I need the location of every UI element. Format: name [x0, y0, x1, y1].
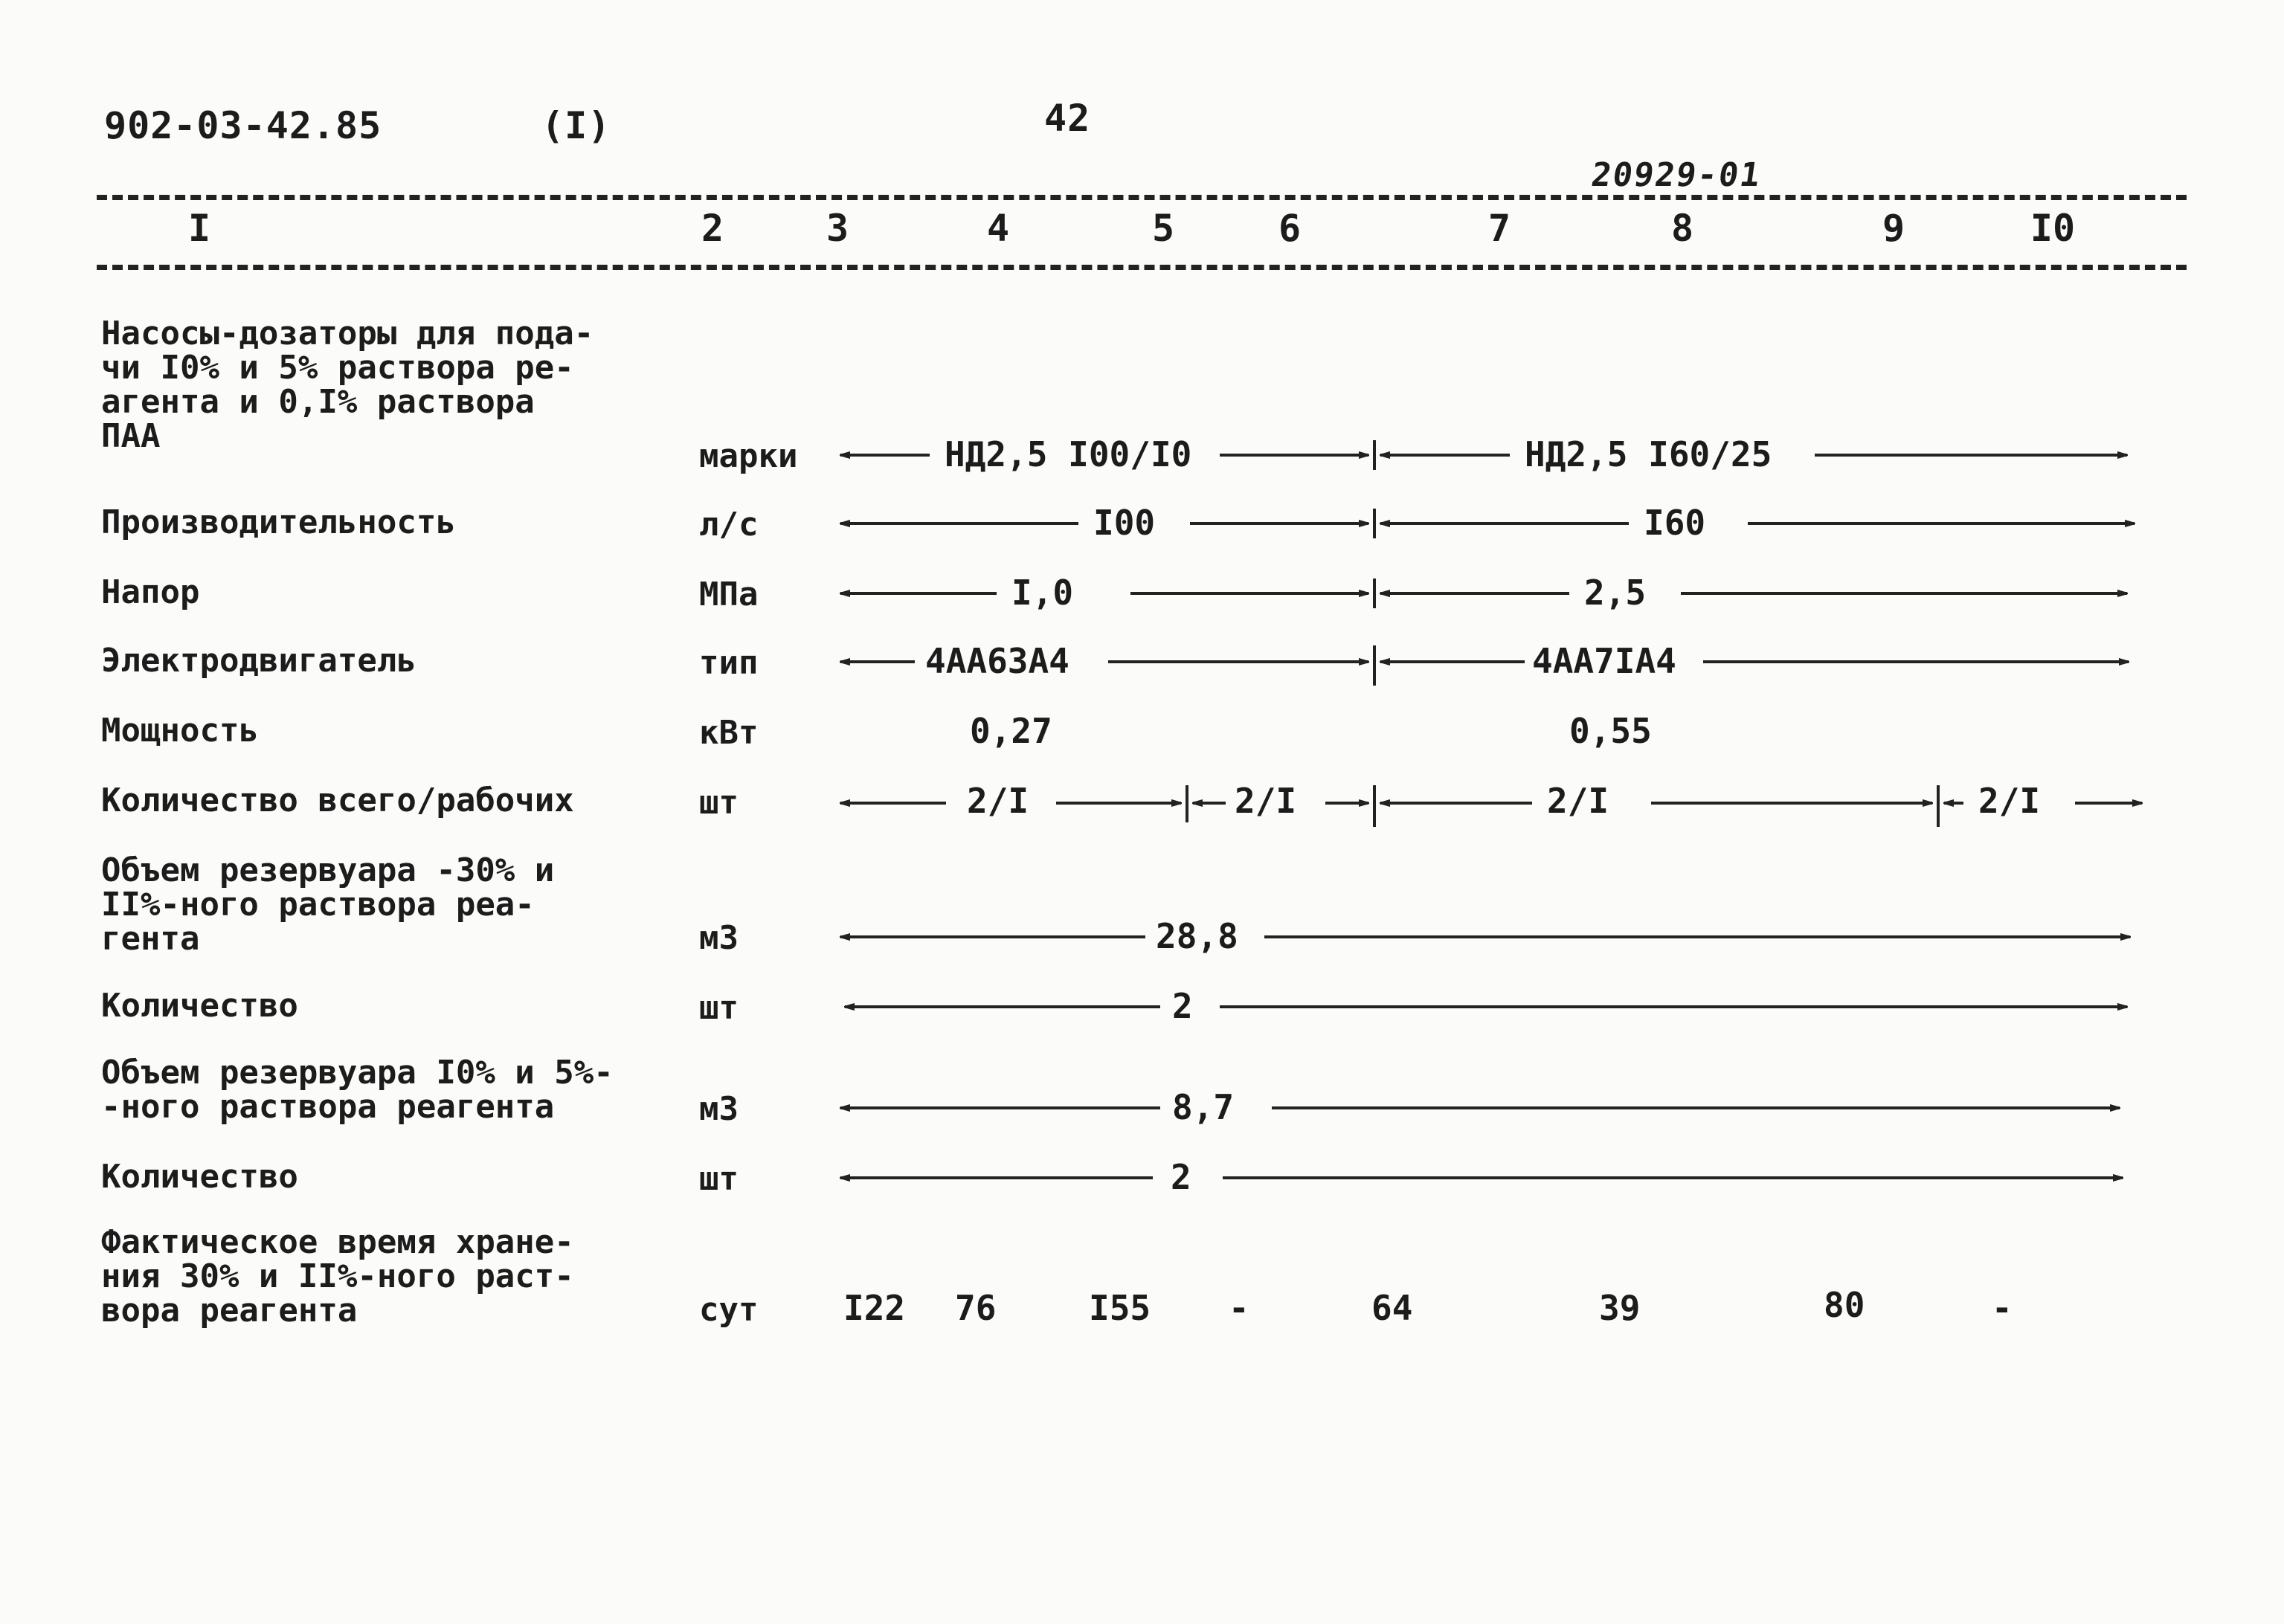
storage-col-4: 76: [955, 1288, 997, 1328]
row-unit-tank-30: м3: [699, 919, 739, 957]
storage-col-5: I55: [1089, 1288, 1151, 1328]
row-unit-quantity-total: шт: [699, 784, 739, 822]
storage-col-9: 80: [1824, 1285, 1865, 1325]
column-number-6: 6: [1278, 207, 1302, 250]
storage-col-8: 39: [1599, 1288, 1641, 1328]
row-label-tank-30: Объем резервуара -30% и II%-ного раствора реа- гента: [101, 851, 555, 958]
quantity-30-value: 2: [1172, 986, 1193, 1026]
storage-col-3: I22: [843, 1288, 906, 1328]
storage-col-7: 64: [1371, 1288, 1413, 1328]
column-number-2: 2: [701, 207, 724, 250]
row-label-quantity-10: Количество: [101, 1158, 298, 1196]
quantity-total-4: 2/I: [1978, 781, 2041, 821]
archive-stamp: 20929-01: [1589, 156, 1764, 194]
row-label-capacity: Производительность: [101, 503, 456, 541]
capacity-left: I00: [1093, 503, 1156, 543]
row-label-quantity-30: Количество: [101, 987, 298, 1025]
row-label-storage-time: Фактическое время хране- ния 30% и II%-ного раст- вора реагента: [101, 1223, 574, 1330]
quantity-total-3: 2/I: [1547, 781, 1609, 821]
motor-right: 4АА7IА4: [1532, 641, 1676, 681]
tank-30-volume: 28,8: [1156, 916, 1238, 956]
row-unit-quantity-10: шт: [699, 1160, 739, 1198]
row-unit-storage-time: сут: [699, 1291, 759, 1329]
quantity-total-1: 2/I: [967, 781, 1029, 821]
row-unit-head: МПа: [699, 576, 759, 613]
column-number-1: I: [187, 207, 211, 250]
row-unit-tank-10: м3: [699, 1090, 739, 1128]
row-label-tank-10: Объем резервуара I0% и 5%- -ного раствора реагента: [101, 1054, 614, 1126]
power-right: 0,55: [1569, 711, 1652, 751]
motor-left: 4АА63А4: [925, 641, 1069, 681]
doc-code: 902-03-42.85: [104, 104, 382, 147]
row-unit-power: кВт: [699, 714, 759, 752]
row-label-quantity-total: Количество всего/рабочих: [101, 782, 574, 819]
pump-model-right: НД2,5 I60/25: [1525, 434, 1772, 474]
column-number-5: 5: [1151, 207, 1175, 250]
column-number-3: 3: [826, 207, 849, 250]
column-number-9: 9: [1882, 207, 1905, 250]
row-unit-motor: тип: [699, 644, 759, 682]
row-unit-capacity: л/с: [699, 506, 759, 544]
row-unit-pumps: марки: [699, 437, 798, 475]
quantity-10-value: 2: [1171, 1157, 1191, 1197]
column-number-4: 4: [986, 207, 1010, 250]
column-number-10: I0: [2030, 207, 2076, 250]
column-number-7: 7: [1487, 207, 1511, 250]
row-unit-quantity-30: шт: [699, 989, 739, 1027]
storage-col-10: -: [1992, 1288, 2013, 1328]
page-number: 42: [1044, 97, 1091, 140]
row-label-head: Напор: [101, 573, 200, 611]
row-label-power: Мощность: [101, 712, 259, 750]
quantity-total-2: 2/I: [1235, 781, 1297, 821]
tank-10-volume: 8,7: [1172, 1087, 1235, 1127]
capacity-right: I60: [1644, 503, 1706, 543]
part-number: (I): [541, 104, 611, 147]
pump-model-left: НД2,5 I00/I0: [945, 434, 1192, 474]
row-label-pumps: Насосы-дозаторы для пода- чи I0% и 5% раствора ре- агента и 0,I% раствора ПАА: [101, 315, 594, 455]
power-left: 0,27: [970, 711, 1052, 751]
storage-col-6: -: [1229, 1288, 1249, 1328]
head-left: I,0: [1011, 573, 1074, 613]
row-label-motor: Электродвигатель: [101, 642, 416, 680]
head-right: 2,5: [1584, 573, 1647, 613]
column-number-8: 8: [1670, 207, 1694, 250]
